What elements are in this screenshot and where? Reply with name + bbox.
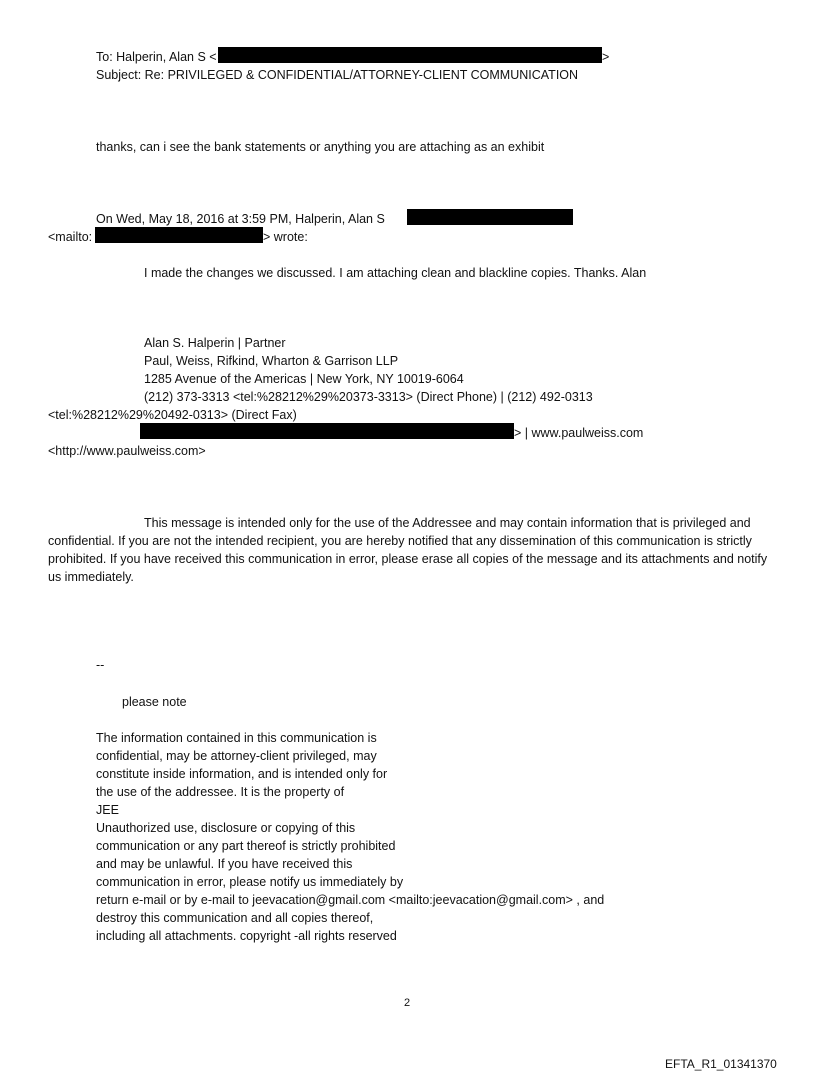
- separator: --: [96, 658, 105, 672]
- quoted-message: I made the changes we discussed. I am attaching clean and blackline copies. Thanks. Alan: [144, 266, 647, 280]
- signature-web-link: <http://www.paulweiss.com>: [48, 444, 206, 458]
- page-number: 2: [404, 997, 411, 1009]
- footer-note-line: destroy this communication and all copies thereof,: [96, 911, 374, 925]
- to-line-end: >: [602, 50, 610, 64]
- please-note-label: please note: [122, 695, 187, 709]
- disclaimer-paragraph: [48, 514, 768, 586]
- quoted-attribution: On Wed, May 18, 2016 at 3:59 PM, Halperin, Alan S: [96, 212, 385, 226]
- wrote-label: > wrote:: [263, 230, 308, 244]
- document-id: EFTA_R1_01341370: [665, 1057, 777, 1071]
- footer-note-line: confidential, may be attorney-client privileged, may: [96, 749, 377, 763]
- footer-note-line: return e-mail or by e-mail to jeevacation@gmail.com <mailto:jeevacation@gmail.com> , and: [96, 893, 605, 907]
- footer-note-line: communication or any part thereof is strictly prohibited: [96, 839, 396, 853]
- subject-line: Subject: Re: PRIVILEGED & CONFIDENTIAL/ATTORNEY-CLIENT COMMUNICATION: [96, 68, 579, 82]
- signature-name-title: Alan S. Halperin | Partner: [144, 336, 286, 350]
- footer-note-line: communication in error, please notify us immediately by: [96, 875, 404, 889]
- signature-web: > | www.paulweiss.com: [514, 426, 644, 440]
- footer-note-line: including all attachments. copyright -all rights reserved: [96, 929, 397, 943]
- footer-note-line: the use of the addressee. It is the property of: [96, 785, 345, 799]
- redaction-bar: [407, 209, 573, 225]
- footer-note-line: The information contained in this communication is: [96, 731, 377, 745]
- footer-note-line: Unauthorized use, disclosure or copying of this: [96, 821, 356, 835]
- signature-fax: <tel:%28212%29%20492-0313> (Direct Fax): [48, 408, 297, 422]
- signature-firm: Paul, Weiss, Rifkind, Wharton & Garrison LLP: [144, 354, 399, 368]
- footer-note-line: constitute inside information, and is intended only for: [96, 767, 388, 781]
- redaction-bar: [140, 423, 514, 439]
- reply-body: thanks, can i see the bank statements or anything you are attaching as an exhibit: [96, 140, 545, 154]
- footer-note-line: JEE: [96, 803, 119, 817]
- signature-phone: (212) 373-3313 <tel:%28212%29%20373-3313> (Direct Phone) | (212) 492-0313: [144, 390, 593, 404]
- disclaimer-text: This message is intended only for the use of the Addressee and may contain information that is privileged and confidential. If you are not the intended recipient, you are hereby notified that any dissemination of this communication is strictly prohibited. If you have received this communication in error, please erase all copies of the message and its attachments and notify us immediately.: [48, 516, 768, 584]
- footer-note-line: and may be unlawful. If you have received this: [96, 857, 353, 871]
- footer-note-block: [96, 729, 604, 945]
- redaction-bar: [218, 47, 602, 63]
- redaction-bar: [95, 227, 263, 243]
- mailto-prefix: <mailto:: [48, 230, 93, 244]
- to-line: To: Halperin, Alan S <: [96, 50, 217, 64]
- signature-address: 1285 Avenue of the Americas | New York, NY 10019-6064: [144, 372, 464, 386]
